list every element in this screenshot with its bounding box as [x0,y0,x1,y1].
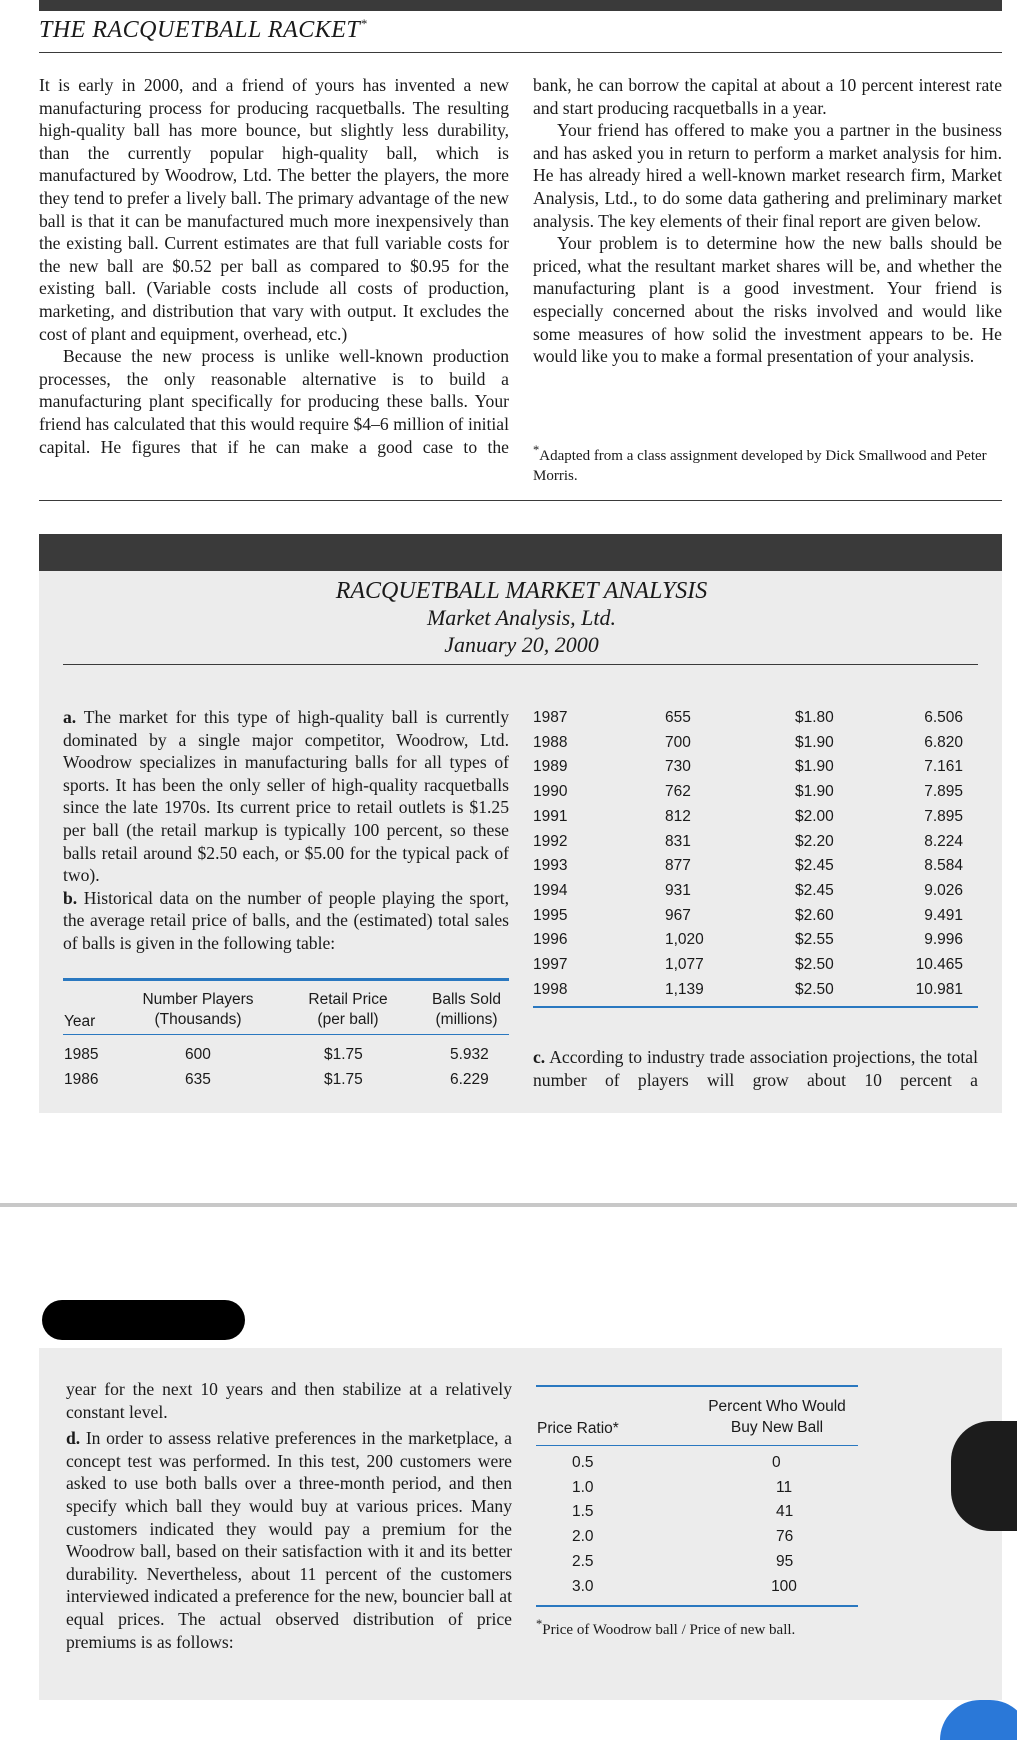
table-row: 1987 655 $1.80 6.506 [533,709,963,726]
table-header-rule [63,1034,509,1035]
title-rule [39,52,1002,53]
source-footnote: *Adapted from a class assignment developed by Dick Smallwood and Peter Morris. [533,443,987,484]
intro-paragraph: It is early in 2000, and a friend of yours has invented a new manufacturing process for producing racquetballs. The resulting high-quality ball has more bounce, but slightly less durability, than the currently popular high-quality ball, which is manufactured by Woodrow, Ltd. The better the players, the more they tend to prefer a lively ball. The primary advantage of the new ball is that it can be manufactured much more inexpensively than the existing ball. Current estimates are that full variable costs for the new ball are $0.52 per ball as compared to $0.95 for the existing ball. (Variable costs include all costs of production, marketing, and distribution that vary with output. It excludes the cost of plant and equipment, overhead, etc.) [39,75,509,344]
report-left-column [63,706,509,955]
table-row: 2.5 95 [572,1552,794,1570]
page-separator [0,1203,1017,1207]
table-row: 1994 931 $2.45 9.026 [533,881,963,899]
table-row: 1995 967 $2.60 9.491 [533,906,963,924]
item-c: c. According to industry trade association projections, the total number of players will grow about 10 percent a [533,1047,978,1090]
pref-table-top-rule [536,1385,858,1387]
table-bottom-rule [533,1006,978,1008]
report-title-rule [63,664,978,665]
edge-artifact [951,1421,1017,1531]
bank-paragraph: bank, he can borrow the capital at about a 10 percent interest rate and start producing racquetballs in a year. [533,75,1002,118]
redaction-mark [42,1300,245,1340]
table-row: 1996 1,020 $2.55 9.996 [533,931,963,949]
right-column [533,74,1002,368]
table-row: 0.5 0 [572,1454,781,1471]
pref-table-header-rule [536,1445,858,1446]
item-d: d. In order to assess relative preferences in the marketplace, a concept test was performed. In this test, 200 customers were asked to use both balls over a three-month period, and then specify which ball they would buy at various prices. Many customers indicated they would pay a premium for the Woodrow ball, based on their satisfaction with it and its better durability. Nevertheless, about 11 percent of the customers interviewed indicated a preference for the new, bouncier ball at equal prices. The actual observed distribution of price premiums is as follows: [66,1428,512,1652]
pref-table-header [536,1396,858,1440]
table-row: 1989 730 $1.90 7.161 [533,758,963,776]
table-top-rule [63,978,509,981]
table-row: 1.0 11 [572,1478,793,1496]
table-row: 2.0 76 [572,1528,794,1546]
sales-table-header [63,990,509,1030]
report-date: January 20, 2000 [444,632,599,657]
section-rule [39,500,1002,501]
pref-table-bottom-rule [536,1605,858,1607]
growth-continued: year for the next 10 years and then stabilize at a relatively constant level. [66,1379,512,1422]
table-row: 1993 877 $2.45 8.584 [533,857,963,875]
partner-paragraph: Your friend has offered to make you a partner in the business and has asked you in return to perform a market analysis for him. He has already hired a well-known market research firm, Market Analysis, Ltd., to do some data gathering and preliminary market analysis. The key elements of their final report are given below. [533,120,1002,231]
table-row: 1992 831 $2.20 8.224 [533,832,963,850]
col-price-ratio: Price Ratio* [537,1420,619,1437]
col-balls: Balls Sold (millions) [432,991,501,1028]
page2-left-column [66,1378,512,1653]
col-players: Number Players (Thousands) [142,991,254,1028]
problem-paragraph: Your problem is to determine how the new balls should be priced, what the resultant market shares will be, and whether the manufacturing plant is a good investment. Your friend is especially concerned about the risks involved and would like some measures of how solid the investment appears to be. He would like you to make a formal presentation of your analysis. [533,233,1002,367]
plant-paragraph: Because the new process is unlike well-known production processes, the only reasonable alternative is to build a manufacturing plant specifically for producing these balls. Your friend has calculated that this would require $4–6 million of initial capital. He figures that if he can make a good case to the [39,346,509,457]
table-row: 1997 1,077 $2.50 10.465 [533,956,963,973]
item-a: a. The market for this type of high-quality ball is currently dominated by a single major competitor, Woodrow, Ltd. Woodrow specializes in manufacturing balls for all types of sports. It has been the only seller of high-quality racquetballs since the late 1970s. Its current price to retail outlets is $1.25 per ball (the retail markup is typically 100 percent, so these balls retail around $2.50 each, or $5.00 for the typical pack of two). [63,707,509,886]
table-row: 3.0 100 [572,1577,797,1595]
floating-button-edge[interactable] [940,1700,1017,1740]
case-title: THE RACQUETBALL RACKET* [39,16,368,43]
sales-table-right [533,709,963,1009]
report-firm: Market Analysis, Ltd. [426,605,617,630]
sales-table-left [63,1046,509,1101]
table-row: 1991 812 $2.00 7.895 [533,807,963,825]
col-year: Year [64,1013,96,1030]
top-bar [39,0,1002,11]
price-ratio-footnote: *Price of Woodrow ball / Price of new ball. [536,1617,796,1638]
table-row: 1.5 41 [572,1503,794,1521]
report-title: RACQUETBALL MARKET ANALYSIS [335,578,708,604]
item-b: b. Historical data on the number of people playing the sport, the average retail price of balls, and the (estimated) total sales of balls is given in the following table: [63,887,509,953]
col-price: Retail Price (per ball) [308,991,388,1028]
report-header-bar [39,534,1002,571]
table-row: 1985 600 $1.75 5.932 [64,1046,489,1063]
table-row: 1998 1,139 $2.50 10.981 [533,980,963,998]
left-column [39,74,509,458]
table-row: 1986 635 $1.75 6.229 [64,1070,489,1088]
col-percent-buy: Percent Who Would Buy New Ball [708,1398,846,1436]
table-row: 1988 700 $1.90 6.820 [533,733,963,751]
table-row: 1990 762 $1.90 7.895 [533,783,963,801]
pref-table-body [536,1454,858,1604]
